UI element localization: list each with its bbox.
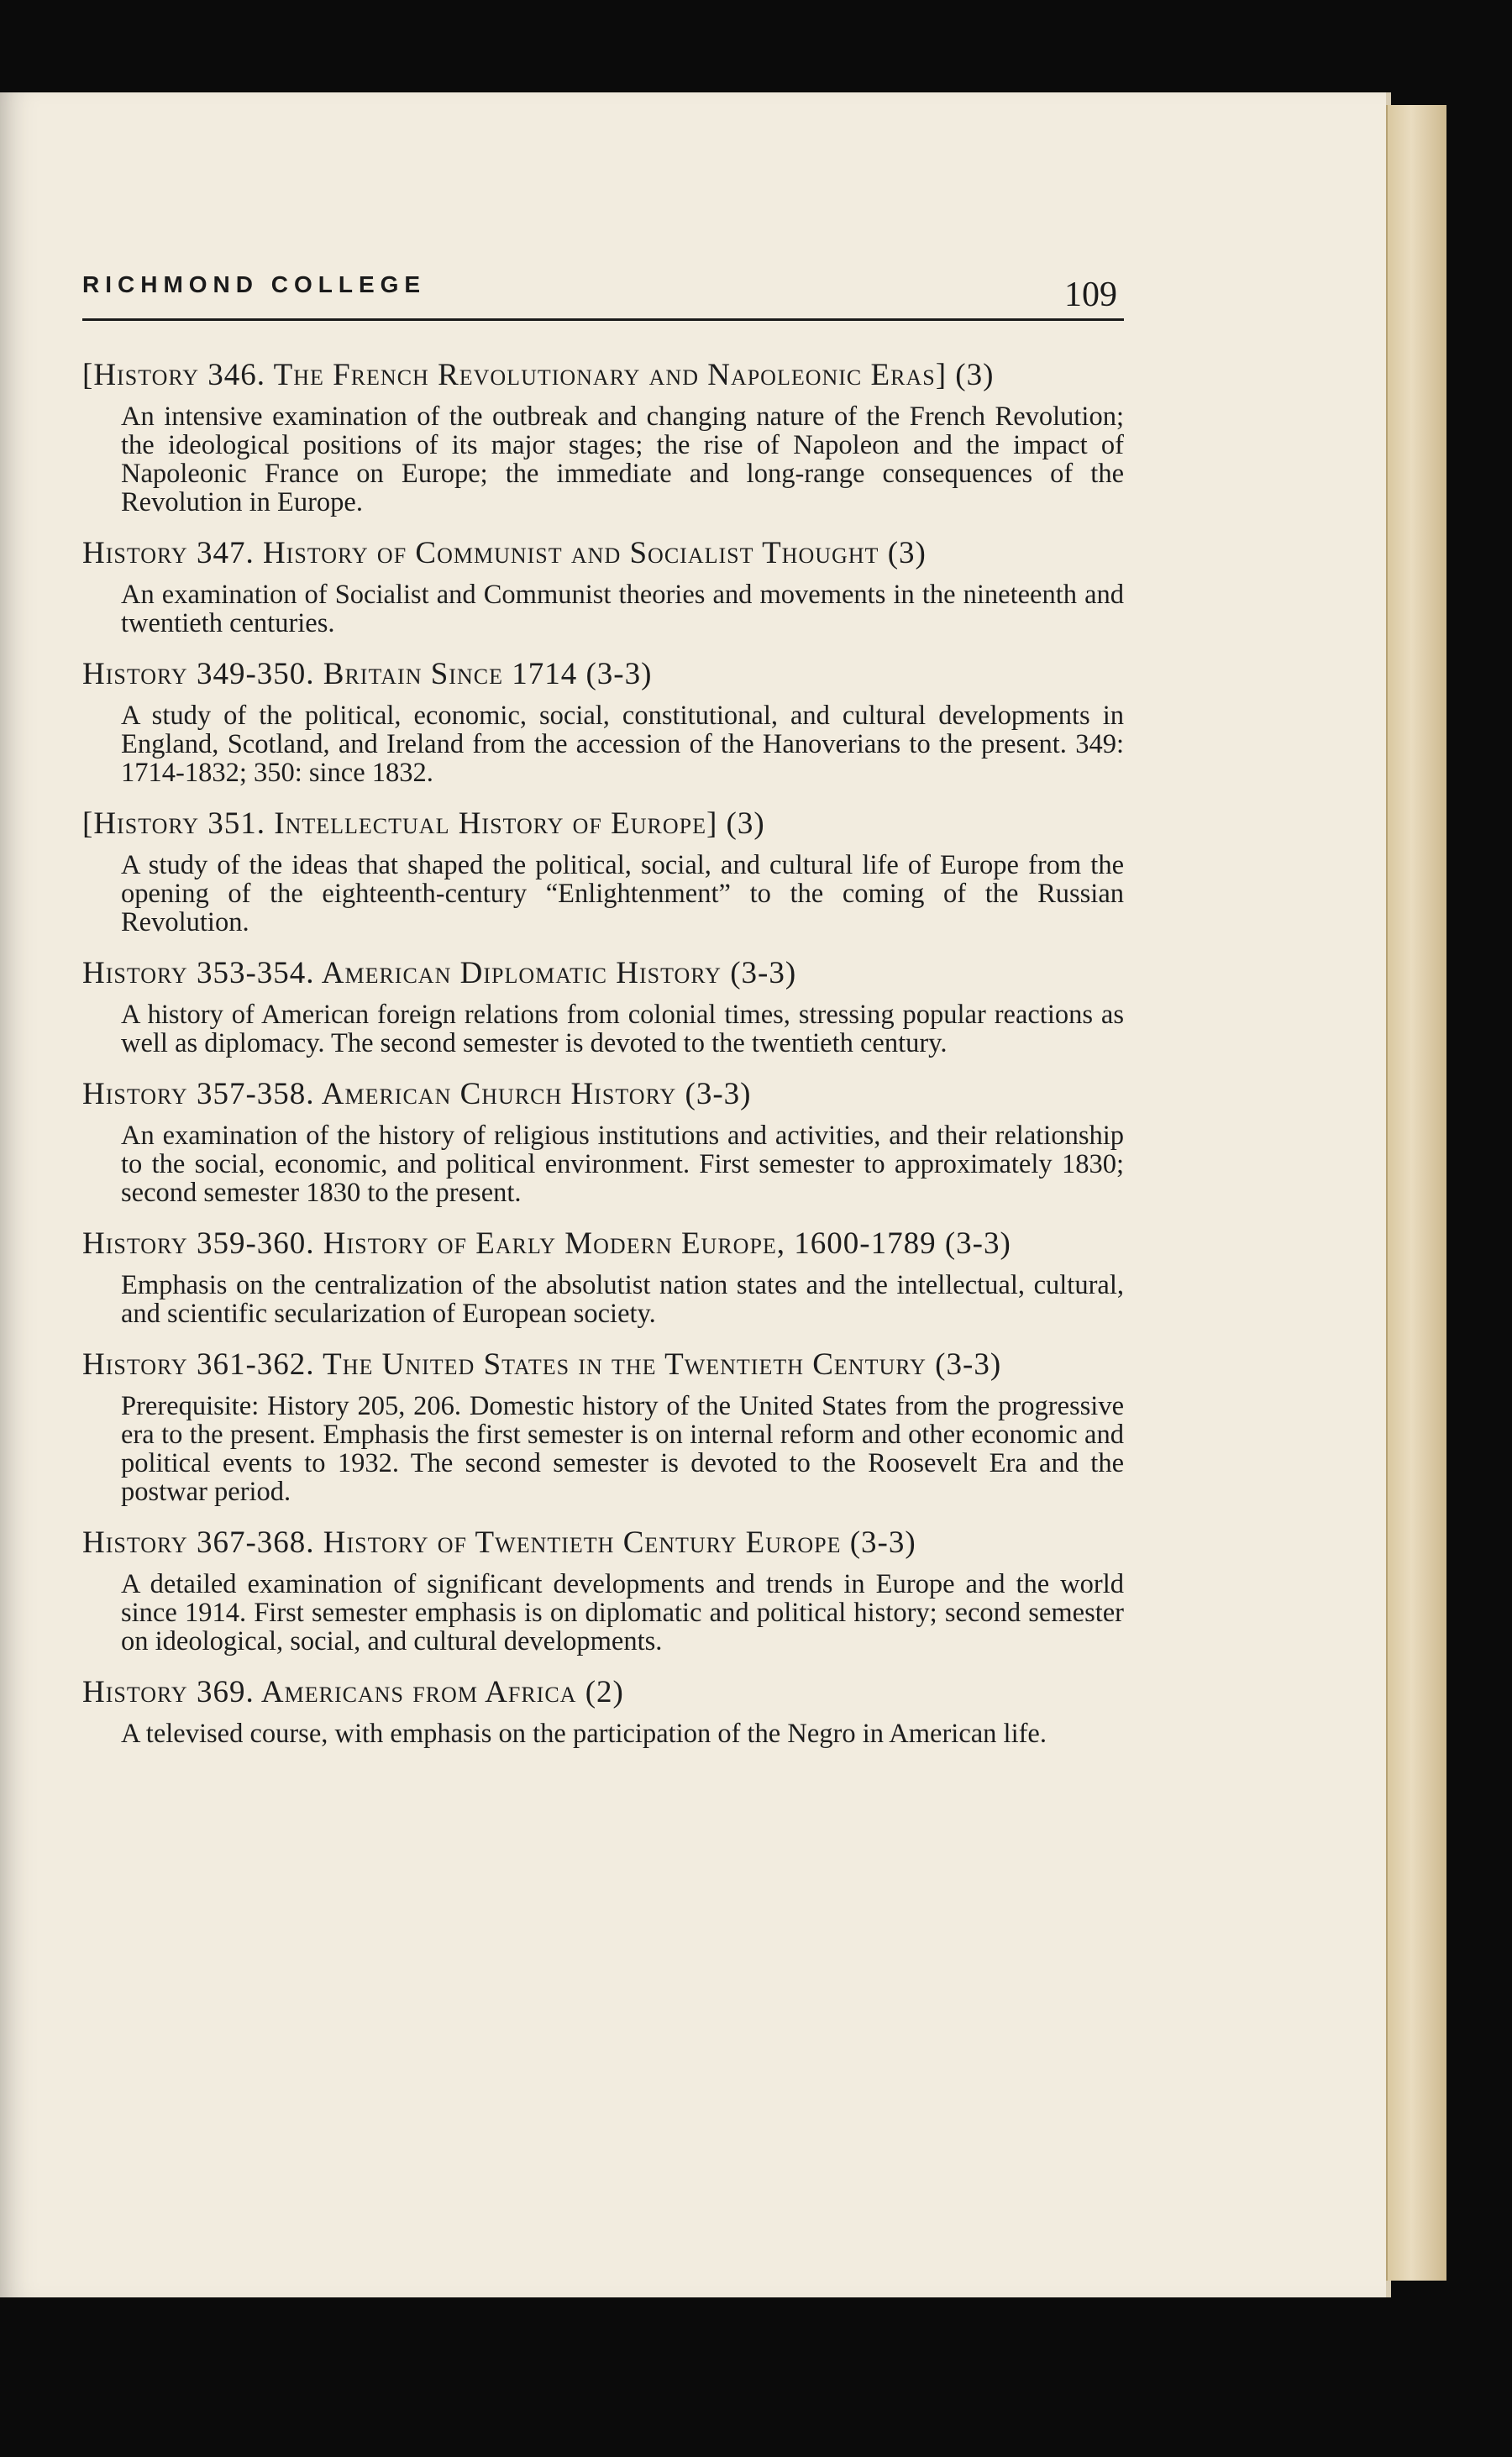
course-entry: [82, 1674, 1124, 1748]
course-entry: [82, 1525, 1124, 1656]
course-entry: [82, 535, 1124, 638]
course-title: History 353-354. American Diplomatic History (3-3): [82, 956, 797, 990]
course-description: An examination of Socialist and Communist theories and movements in the nineteenth and twentieth centuries.: [121, 580, 1124, 638]
course-title: History 361-362. The United States in the Twentieth Century (3-3): [82, 1347, 1002, 1382]
course-entry: [82, 1226, 1124, 1328]
course-entry: [82, 357, 1124, 517]
course-description: A detailed examination of significant developments and trends in Europe and the world since 1914. First semester emphasis is on diplomatic and political history; second semester on ideological, social, and cultural developments.: [121, 1569, 1124, 1656]
course-description: A history of American foreign relations from colonial times, stressing popular reactions as well as diplomacy. The second semester is devoted to the twentieth century.: [121, 1000, 1124, 1058]
course-title: History 367-368. History of Twentieth Century Europe (3-3): [82, 1525, 916, 1560]
course-entry: [82, 1347, 1124, 1506]
course-title: History 369. Americans from Africa (2): [82, 1675, 624, 1709]
course-description: Prerequisite: History 205, 206. Domestic history of the United States from the progressive era to the present. Emphasis the first semester is on internal reform and other economic and political events to 1932. The second semester is devoted to the Roosevelt Era and the postwar period.: [121, 1391, 1124, 1507]
course-description: An intensive examination of the outbreak and changing nature of the French Revolution; the ideological positions of its major stages; the rise of Napoleon and the impact of Napoleonic France on Europe; the immediate and long-range consequences of the Revolution in Europe.: [121, 402, 1124, 517]
running-head: RICHMOND COLLEGE: [82, 271, 427, 297]
page-number: 109: [1064, 276, 1117, 314]
course-title: History 347. History of Communist and Socialist Thought (3): [82, 536, 927, 570]
course-title: [History 351. Intellectual History of Europe] (3): [82, 806, 765, 841]
course-description: An examination of the history of religious institutions and activities, and their relationship to the social, economic, and political environment. First semester to approximately 1830; second semester 1830 to the present.: [121, 1121, 1124, 1208]
course-entry: [82, 806, 1124, 937]
course-list: [82, 357, 1124, 1767]
course-entry: [82, 1076, 1124, 1207]
course-entry: [82, 656, 1124, 787]
course-description: A study of the ideas that shaped the political, social, and cultural life of Europe from the opening of the eighteenth-century “Enlightenment” to the coming of the Russian Revolution.: [121, 850, 1124, 937]
course-title: History 349-350. Britain Since 1714 (3-3): [82, 657, 653, 691]
course-description: Emphasis on the centralization of the absolutist nation states and the intellectual, cultural, and scientific secularization of European society.: [121, 1270, 1124, 1329]
course-description: A televised course, with emphasis on the participation of the Negro in American life.: [121, 1719, 1047, 1749]
course-title: History 357-358. American Church History (3-3): [82, 1077, 752, 1111]
course-title: History 359-360. History of Early Modern Europe, 1600-1789 (3-3): [82, 1226, 1011, 1261]
course-title: [History 346. The French Revolutionary and Napoleonic Eras] (3): [82, 358, 995, 392]
page-stack-edge: [1386, 105, 1446, 2281]
course-description: A study of the political, economic, social, constitutional, and cultural developments in England, Scotland, and Ireland from the accession of the Hanoverians to the present. 349: 1714-1832; 350: since 1832.: [121, 701, 1124, 788]
course-entry: [82, 955, 1124, 1058]
page-header: [82, 265, 1124, 321]
